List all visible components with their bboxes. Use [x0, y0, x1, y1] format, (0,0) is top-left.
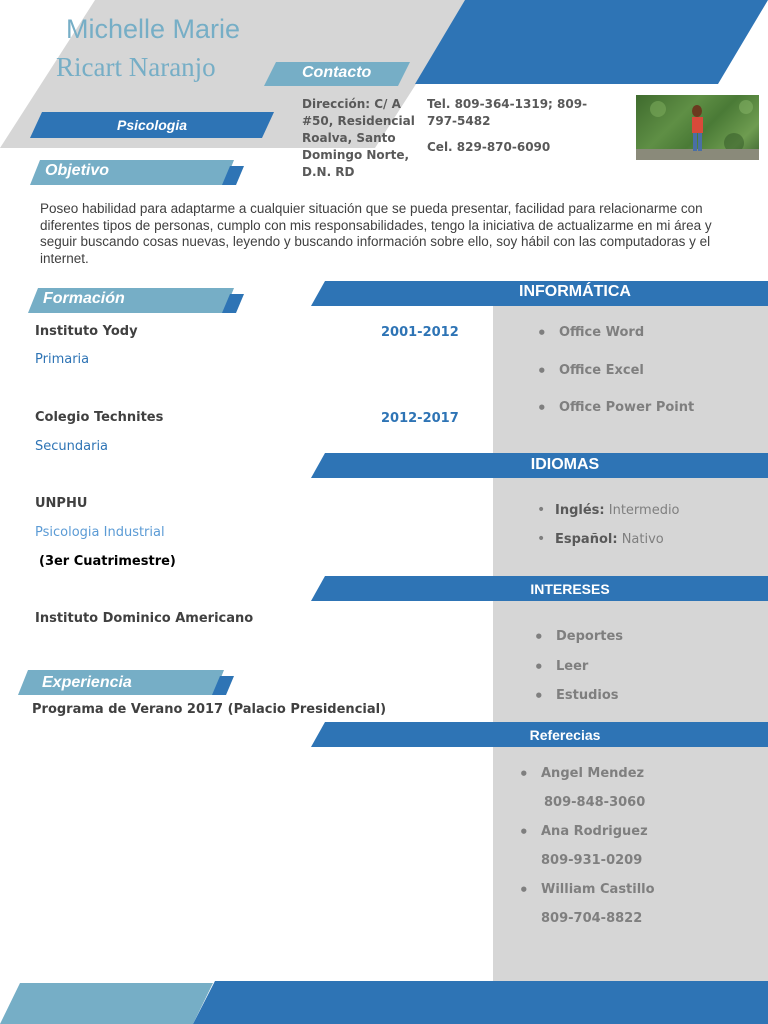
- objetivo-title: Objetivo: [45, 162, 110, 179]
- footer-dark-shape: [193, 981, 768, 1024]
- profile-photo: [636, 95, 759, 160]
- formacion-school-2: Colegio Technites: [35, 410, 164, 425]
- formacion-note-3: (3er Cuatrimestre): [39, 554, 176, 569]
- idiomas-item-2: [537, 531, 664, 547]
- idioma-name-2: Español:: [555, 532, 618, 547]
- objetivo-text: Poseo habilidad para adaptarme a cualquier situación que se pueda presentar, facilidad para relacionarme con diferentes tipos de personas, cumplo con mis responsabilidades, tengo la iniciativa de actualizarme en mi área y seguir buscando cosas nuevas, leyendo y buscando información sobre ello, soy hábil con las computadoras y el internet.: [40, 201, 712, 266]
- formacion-level-3: Psicologia Industrial: [35, 525, 165, 540]
- informatica-item-1: • Office Word: [559, 325, 644, 340]
- referencia-phone-1: 809-848-3060: [544, 795, 646, 810]
- formacion-school-3: UNPHU: [35, 496, 88, 511]
- name-first: Michelle Marie: [66, 14, 241, 44]
- contact-title: Contacto: [302, 64, 372, 81]
- footer-light-shape: [0, 983, 213, 1024]
- formacion-level-2: Secundaria: [35, 439, 109, 454]
- referencia-phone-3: 809-704-8822: [541, 911, 643, 926]
- referencias-title: Referecias: [529, 727, 601, 743]
- idiomas-item-1: [537, 502, 680, 518]
- idiomas-title: IDIOMAS: [530, 456, 600, 473]
- intereses-title: INTERESES: [530, 581, 610, 597]
- idioma-level-1: Intermedio: [608, 503, 680, 518]
- informatica-item-2: • Office Excel: [559, 363, 644, 378]
- formacion-school-4: Instituto Dominico Americano: [35, 611, 254, 626]
- bullet-icon: •: [537, 531, 546, 547]
- intereses-item-1: • Deportes: [556, 629, 623, 644]
- photo-figure: [636, 95, 759, 160]
- experiencia-item-1: Programa de Verano 2017 (Palacio Presidencial): [32, 702, 387, 717]
- name-last: Ricart Naranjo: [56, 52, 216, 82]
- referencia-name-1: • Angel Mendez: [541, 766, 644, 781]
- referencia-phone-2: 809-931-0209: [541, 853, 643, 868]
- header-accent-shape: [415, 0, 768, 84]
- formacion-years-1: 2001-2012: [381, 325, 459, 340]
- idioma-level-2: Nativo: [621, 532, 664, 547]
- contact-address: Dirección: C/ A #50, Residencial Roalva, Santo Domingo Norte, D.N. RD: [302, 97, 415, 179]
- formacion-level-1: Primaria: [35, 352, 90, 367]
- intereses-item-2: • Leer: [556, 659, 588, 674]
- referencia-name-2: • Ana Rodriguez: [541, 824, 648, 839]
- formacion-title: Formación: [43, 290, 125, 307]
- formacion-school-1: Instituto Yody: [35, 324, 138, 339]
- formacion-years-2: 2012-2017: [381, 411, 459, 426]
- informatica-item-3: • Office Power Point: [559, 400, 694, 415]
- informatica-title: INFORMÁTICA: [519, 283, 631, 300]
- intereses-item-3: • Estudios: [556, 688, 619, 703]
- bullet-icon: •: [537, 502, 546, 518]
- contact-tel: Tel. 809-364-1319; 809-797-5482: [427, 97, 588, 128]
- profession-label: Psicologia: [116, 117, 188, 133]
- contact-cel: Cel. 829-870-6090: [427, 140, 551, 154]
- referencia-name-3: • William Castillo: [541, 882, 655, 897]
- experiencia-title: Experiencia: [42, 674, 132, 691]
- idioma-name-1: Inglés:: [555, 503, 605, 518]
